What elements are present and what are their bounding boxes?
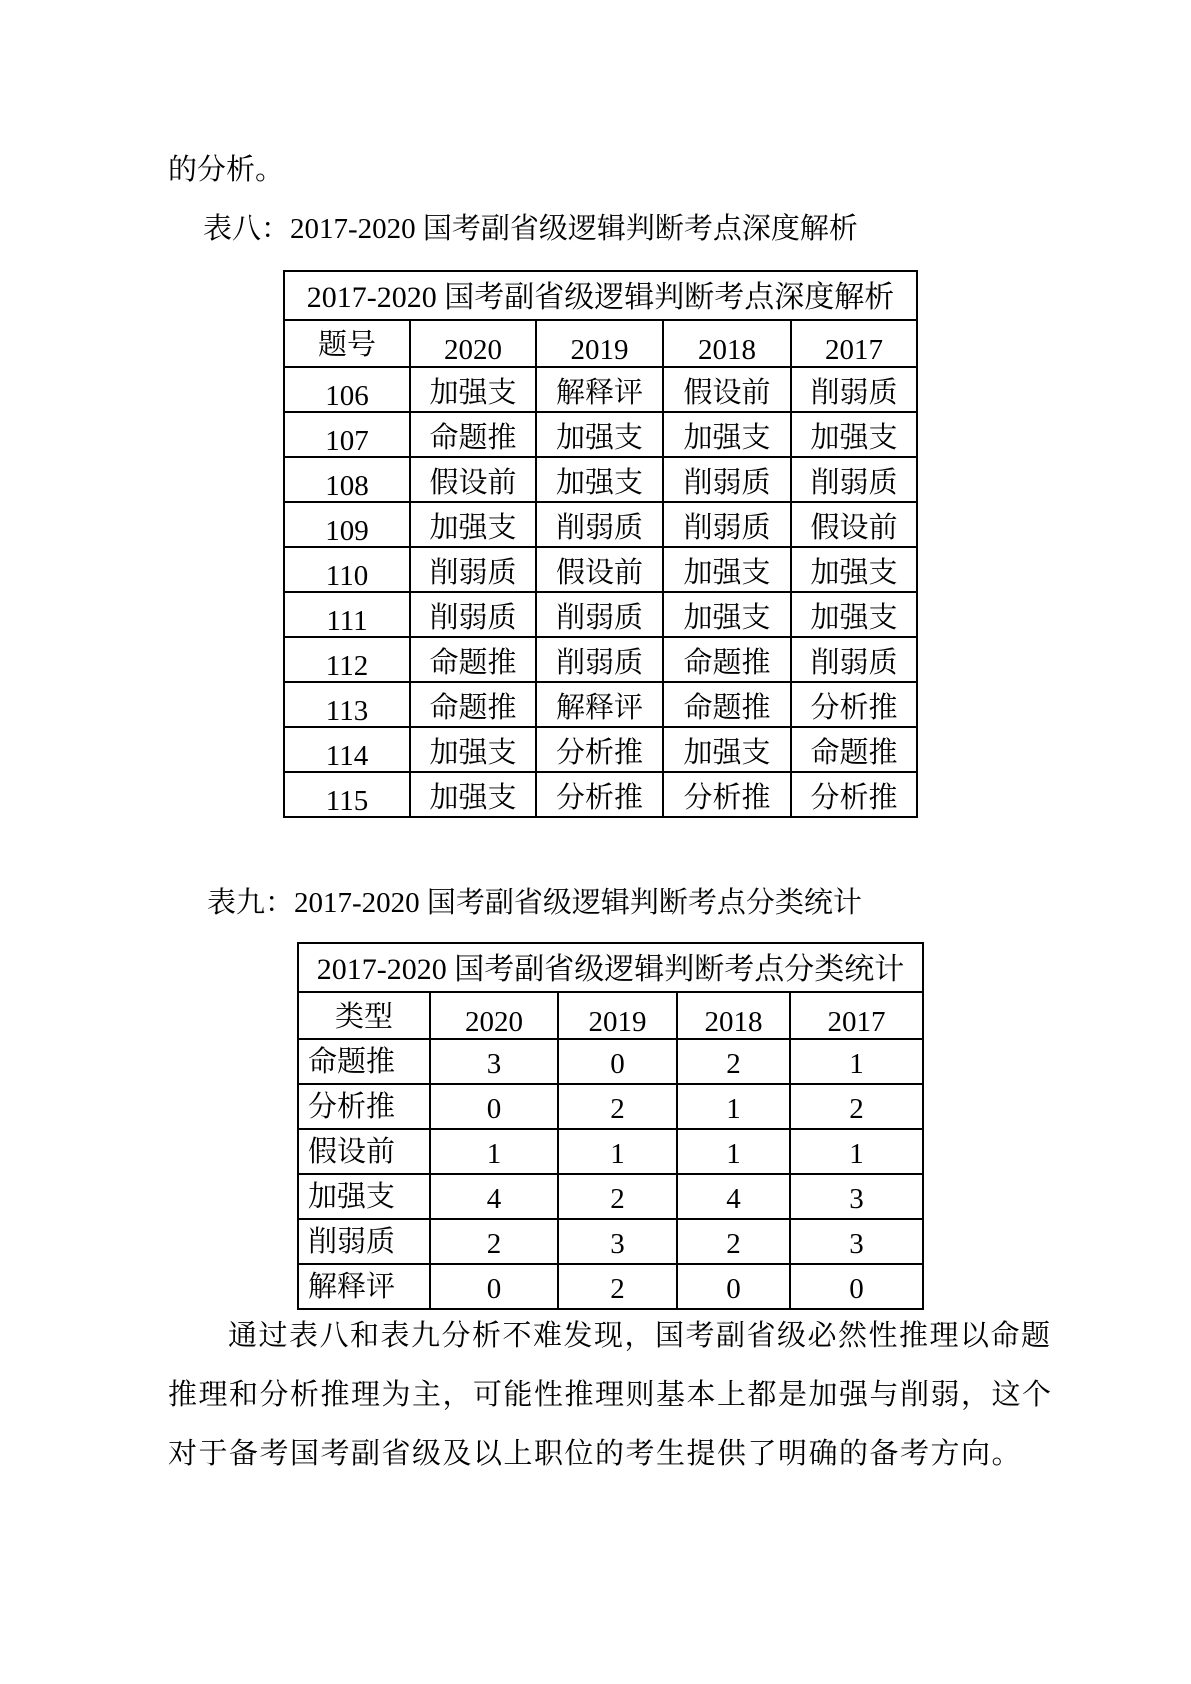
- table-cell: 111: [284, 592, 410, 637]
- table-cell: 0: [790, 1264, 923, 1309]
- table-cell: 削弱质: [410, 592, 536, 637]
- table8-header-2020: 2020: [410, 320, 536, 367]
- table-cell: 107: [284, 412, 410, 457]
- table-cell: 加强支: [791, 412, 917, 457]
- table8-header-2018: 2018: [663, 320, 791, 367]
- table-cell: 108: [284, 457, 410, 502]
- table-cell: 112: [284, 637, 410, 682]
- paragraph-line: 对于备考国考副省级及以上职位的考生提供了明确的备考方向。: [168, 1438, 1023, 1470]
- table-cell: 削弱质: [791, 367, 917, 412]
- table8-header-2017: 2017: [791, 320, 917, 367]
- table-cell: 106: [284, 367, 410, 412]
- table-cell: 解释评: [298, 1264, 430, 1309]
- table9-caption: 表九：2017-2020 国考副省级逻辑判断考点分类统计: [207, 887, 862, 919]
- table9-title-row: [298, 943, 923, 992]
- table-cell: 1: [430, 1129, 558, 1174]
- table-cell: 加强支: [663, 592, 791, 637]
- table-cell: 加强支: [536, 412, 663, 457]
- table-cell: 3: [790, 1219, 923, 1264]
- table-cell: 分析推: [791, 772, 917, 817]
- table-cell: 假设前: [536, 547, 663, 592]
- table-cell: 加强支: [791, 592, 917, 637]
- table-cell: 2: [558, 1264, 677, 1309]
- table9-header-2017: 2017: [790, 992, 923, 1039]
- table-cell: 0: [430, 1084, 558, 1129]
- table-cell: 加强支: [410, 502, 536, 547]
- table-cell: 命题推: [298, 1039, 430, 1084]
- table-cell: 削弱质: [536, 592, 663, 637]
- closing-paragraph: [168, 1307, 1053, 1484]
- table-cell: 加强支: [410, 367, 536, 412]
- table-cell: 0: [430, 1264, 558, 1309]
- table-cell: 削弱质: [791, 637, 917, 682]
- table-row: [284, 772, 917, 817]
- table-row: [298, 1084, 923, 1129]
- table9-header-type: 类型: [298, 992, 430, 1039]
- table-cell: 命题推: [663, 637, 791, 682]
- table-row: [298, 1174, 923, 1219]
- table-row: [284, 502, 917, 547]
- table8-header-2019: 2019: [536, 320, 663, 367]
- table-cell: 加强支: [663, 412, 791, 457]
- table-cell: 分析推: [663, 772, 791, 817]
- table-cell: 加强支: [791, 547, 917, 592]
- table-cell: 1: [677, 1084, 790, 1129]
- table-cell: 1: [558, 1129, 677, 1174]
- table9: [297, 942, 924, 1310]
- table-cell: 命题推: [410, 412, 536, 457]
- table-cell: 2: [790, 1084, 923, 1129]
- table-cell: 加强支: [536, 457, 663, 502]
- table-cell: 命题推: [410, 637, 536, 682]
- table-cell: 2: [677, 1039, 790, 1084]
- table-cell: 削弱质: [791, 457, 917, 502]
- table-cell: 1: [677, 1129, 790, 1174]
- table9-header-2020: 2020: [430, 992, 558, 1039]
- table-cell: 1: [790, 1039, 923, 1084]
- table-cell: 2: [558, 1174, 677, 1219]
- table-cell: 3: [558, 1219, 677, 1264]
- table-cell: 3: [790, 1174, 923, 1219]
- table-cell: 加强支: [663, 547, 791, 592]
- table8-caption: 表八：2017-2020 国考副省级逻辑判断考点深度解析: [203, 213, 858, 245]
- table-row: [298, 1129, 923, 1174]
- table9-header-2019: 2019: [558, 992, 677, 1039]
- table-cell: 命题推: [791, 727, 917, 772]
- table-row: [284, 412, 917, 457]
- table-row: [284, 682, 917, 727]
- table-cell: 命题推: [663, 682, 791, 727]
- table-cell: 假设前: [298, 1129, 430, 1174]
- table8-title-row: [284, 271, 917, 320]
- table-cell: 加强支: [410, 727, 536, 772]
- paragraph-line: 通过表八和表九分析不难发现，国考副省级必然性推理以命题: [228, 1320, 1052, 1352]
- table-row: [284, 547, 917, 592]
- table-cell: 2: [558, 1084, 677, 1129]
- table-cell: 削弱质: [410, 547, 536, 592]
- table-cell: 分析推: [536, 772, 663, 817]
- table-cell: 加强支: [298, 1174, 430, 1219]
- table-cell: 4: [430, 1174, 558, 1219]
- table-cell: 113: [284, 682, 410, 727]
- table-row: [284, 637, 917, 682]
- table-cell: 110: [284, 547, 410, 592]
- table-cell: 0: [558, 1039, 677, 1084]
- table8-title: 2017-2020 国考副省级逻辑判断考点深度解析: [284, 271, 917, 320]
- table-cell: 114: [284, 727, 410, 772]
- table-row: [284, 367, 917, 412]
- table-row: [298, 1264, 923, 1309]
- table8-header-row: [284, 320, 917, 367]
- table-cell: 削弱质: [663, 502, 791, 547]
- table-cell: 2: [430, 1219, 558, 1264]
- table-cell: 4: [677, 1174, 790, 1219]
- table-cell: 加强支: [663, 727, 791, 772]
- intro-text: 的分析。: [168, 154, 285, 186]
- table-cell: 109: [284, 502, 410, 547]
- table9-title: 2017-2020 国考副省级逻辑判断考点分类统计: [298, 943, 923, 992]
- table-cell: 削弱质: [663, 457, 791, 502]
- table-row: [284, 727, 917, 772]
- table-cell: 2: [677, 1219, 790, 1264]
- table-cell: 解释评: [536, 367, 663, 412]
- table-cell: 命题推: [410, 682, 536, 727]
- table-cell: 假设前: [791, 502, 917, 547]
- table-row: [298, 1039, 923, 1084]
- table-cell: 假设前: [663, 367, 791, 412]
- table-cell: 解释评: [536, 682, 663, 727]
- paragraph-line: 推理和分析推理为主，可能性推理则基本上都是加强与削弱，这个: [168, 1379, 1053, 1411]
- table-cell: 分析推: [536, 727, 663, 772]
- table-cell: 假设前: [410, 457, 536, 502]
- table-cell: 削弱质: [536, 502, 663, 547]
- table-cell: 0: [677, 1264, 790, 1309]
- table-cell: 削弱质: [536, 637, 663, 682]
- table-row: [298, 1219, 923, 1264]
- table-cell: 削弱质: [298, 1219, 430, 1264]
- table-cell: 分析推: [298, 1084, 430, 1129]
- table8: [283, 270, 918, 818]
- table-row: [284, 592, 917, 637]
- table-row: [284, 457, 917, 502]
- table-cell: 分析推: [791, 682, 917, 727]
- table9-header-2018: 2018: [677, 992, 790, 1039]
- table9-header-row: [298, 992, 923, 1039]
- table-cell: 加强支: [410, 772, 536, 817]
- table8-header-qno: 题号: [284, 320, 410, 367]
- table-cell: 3: [430, 1039, 558, 1084]
- table-cell: 115: [284, 772, 410, 817]
- table-cell: 1: [790, 1129, 923, 1174]
